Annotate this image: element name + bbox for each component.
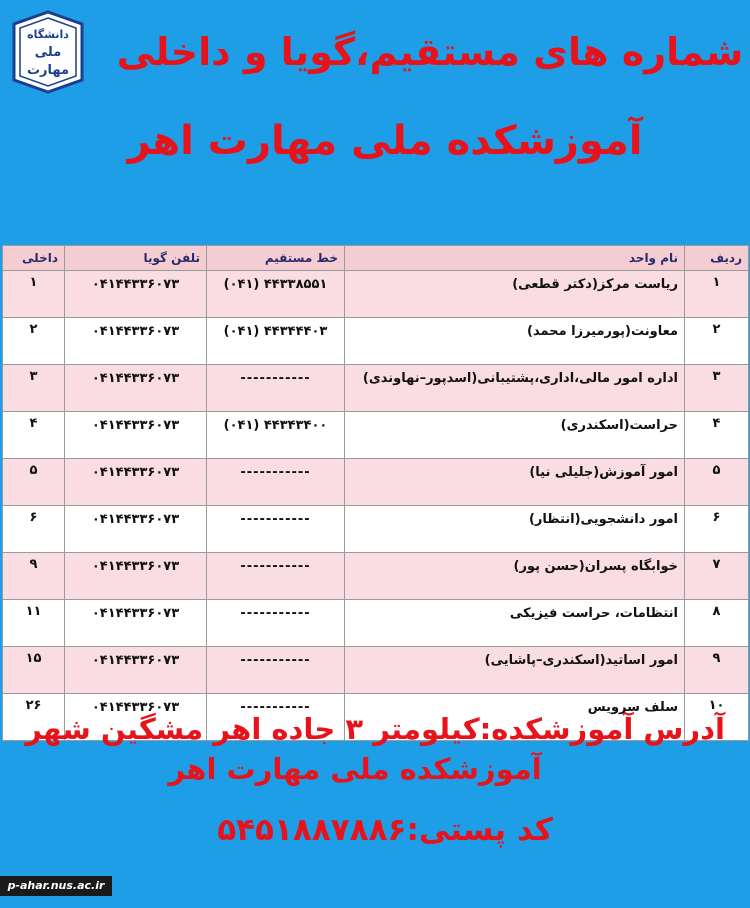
direct-line: ----------- — [207, 459, 345, 506]
address-line: آدرس آموزشکده:کیلومتر ۳ جاده اهر مشگین شهر — [25, 712, 725, 746]
voice-phone: ۰۴۱۴۴۳۳۶۰۷۳ — [65, 506, 207, 553]
row-number: ۱۰ — [685, 694, 749, 741]
unit-name: انتظامات، حراست فیزیکی — [345, 600, 685, 647]
institute-name: آموزشکده ملی مهارت اهر — [168, 752, 542, 786]
unit-name: سلف سرویس — [345, 694, 685, 741]
unit-name: اداره امور مالی،اداری،پشتیبانی(اسدپور–نهاوندی) — [345, 365, 685, 412]
voice-phone: ۰۴۱۴۴۳۳۶۰۷۳ — [65, 365, 207, 412]
table-row — [3, 647, 749, 694]
direct-line: ----------- — [207, 365, 345, 412]
table-row — [3, 600, 749, 647]
extension: ۲ — [3, 318, 65, 365]
unit-name: امور دانشجویی(انتظار) — [345, 506, 685, 553]
table-row — [3, 318, 749, 365]
website-url: p-ahar.nus.ac.ir — [0, 876, 112, 896]
phone-directory-table — [2, 245, 749, 741]
row-number: ۱ — [685, 271, 749, 318]
row-number: ۹ — [685, 647, 749, 694]
header-voice-phone: تلفن گویا — [65, 246, 207, 271]
extension: ۶ — [3, 506, 65, 553]
voice-phone: ۰۴۱۴۴۳۳۶۰۷۳ — [65, 694, 207, 741]
extension: ۹ — [3, 553, 65, 600]
unit-name: ریاست مرکز(دکتر قطعی) — [345, 271, 685, 318]
row-number: ۴ — [685, 412, 749, 459]
table-row — [3, 412, 749, 459]
logo-line-1: دانشگاه — [27, 28, 69, 41]
unit-name: امور آموزش(جلیلی نیا) — [345, 459, 685, 506]
page-title-line-1: شماره های مستقیم،گویا و داخلی — [116, 30, 744, 74]
direct-line: ----------- — [207, 600, 345, 647]
logo-line-3: مهارت — [26, 63, 70, 78]
table-row — [3, 459, 749, 506]
row-number: ۶ — [685, 506, 749, 553]
unit-name: حراست(اسکندری) — [345, 412, 685, 459]
extension: ۱۱ — [3, 600, 65, 647]
direct-line: ----------- — [207, 553, 345, 600]
table-row — [3, 553, 749, 600]
voice-phone: ۰۴۱۴۴۳۳۶۰۷۳ — [65, 271, 207, 318]
voice-phone: ۰۴۱۴۴۳۳۶۰۷۳ — [65, 647, 207, 694]
row-number: ۷ — [685, 553, 749, 600]
table-header-row — [3, 246, 749, 271]
voice-phone: ۰۴۱۴۴۳۳۶۰۷۳ — [65, 459, 207, 506]
unit-name: امور اساتید(اسکندری–پاشایی) — [345, 647, 685, 694]
direct-line: ----------- — [207, 647, 345, 694]
header-extension: داخلی — [3, 246, 65, 271]
voice-phone: ۰۴۱۴۴۳۳۶۰۷۳ — [65, 412, 207, 459]
row-number: ۳ — [685, 365, 749, 412]
extension: ۲۶ — [3, 694, 65, 741]
direct-line: ----------- — [207, 694, 345, 741]
header-unit-name: نام واحد — [345, 246, 685, 271]
extension: ۱۵ — [3, 647, 65, 694]
extension: ۳ — [3, 365, 65, 412]
direct-line: ----------- — [207, 506, 345, 553]
voice-phone: ۰۴۱۴۴۳۳۶۰۷۳ — [65, 318, 207, 365]
header-row-number: ردیف — [685, 246, 749, 271]
page-title-line-2: آموزشکده ملی مهارت اهر — [127, 118, 643, 164]
table-row — [3, 271, 749, 318]
header-direct-line: خط مستقیم — [207, 246, 345, 271]
table-row — [3, 365, 749, 412]
extension: ۴ — [3, 412, 65, 459]
extension: ۵ — [3, 459, 65, 506]
voice-phone: ۰۴۱۴۴۳۳۶۰۷۳ — [65, 600, 207, 647]
unit-name: خوابگاه پسران(حسن پور) — [345, 553, 685, 600]
unit-name: معاونت(پورمیرزا محمد) — [345, 318, 685, 365]
row-number: ۸ — [685, 600, 749, 647]
row-number: ۵ — [685, 459, 749, 506]
direct-line: (۰۴۱) ۴۴۳۴۴۴۰۳ — [207, 318, 345, 365]
direct-line: (۰۴۱) ۴۴۳۳۸۵۵۱ — [207, 271, 345, 318]
logo-line-2: ملی — [34, 45, 62, 60]
voice-phone: ۰۴۱۴۴۳۳۶۰۷۳ — [65, 553, 207, 600]
table-row — [3, 506, 749, 553]
row-number: ۲ — [685, 318, 749, 365]
postal-code: کد پستی:۵۴۵۱۸۸۷۸۸۶ — [217, 812, 553, 848]
direct-line: (۰۴۱) ۴۴۳۴۳۴۰۰ — [207, 412, 345, 459]
extension: ۱ — [3, 271, 65, 318]
